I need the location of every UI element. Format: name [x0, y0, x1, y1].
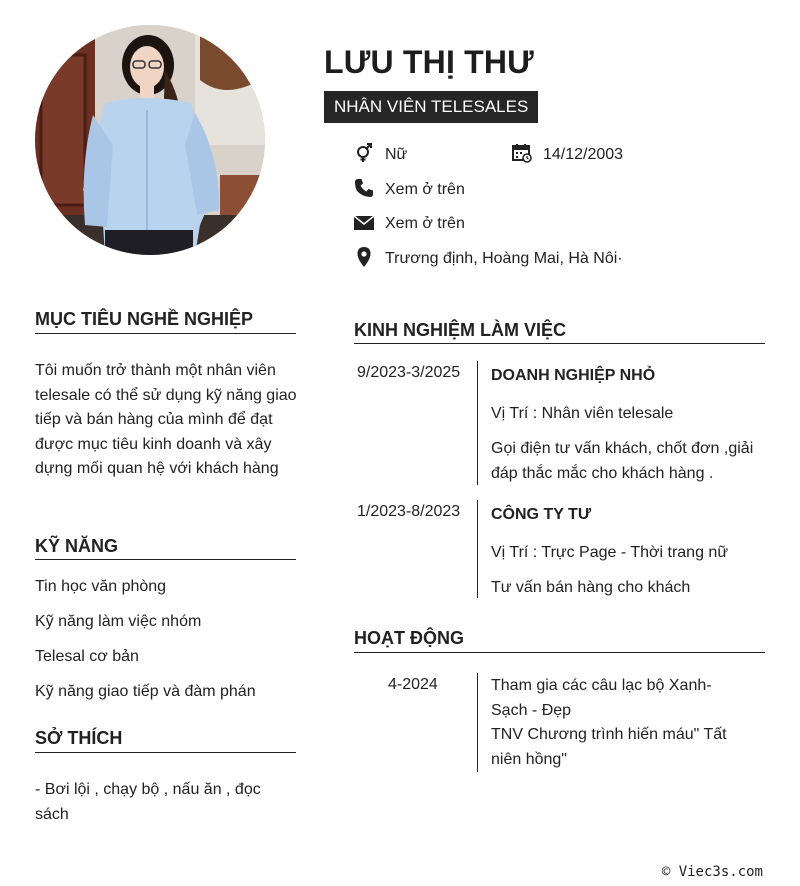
- experience-period: 9/2023-3/2025: [357, 364, 461, 381]
- activities-rule: [354, 652, 765, 653]
- activity-line: TNV Chương trình hiến máu" Tất niên hồng": [491, 726, 727, 768]
- timeline-line: [477, 361, 478, 485]
- experience-description: Gọi điện tư vấn khách, chốt đơn ,giải đáp thắc mắc cho khách hàng .: [491, 440, 754, 482]
- email-icon: [354, 213, 374, 233]
- skill-item: Kỹ năng làm việc nhóm: [35, 613, 202, 630]
- objective-text: Tôi muốn trở thành một nhân viên telesale có thể sử dụng kỹ năng giao tiếp và bán hàng của mình để đạt được mục tiêu kinh doanh và xây dựng mối quan hệ với khách hàng: [35, 362, 297, 478]
- skills-rule: [35, 559, 296, 560]
- skill-item: Tin học văn phòng: [35, 578, 167, 595]
- objective-rule: [35, 333, 296, 334]
- calendar-icon: [512, 143, 532, 163]
- profile-photo-illustration: [35, 25, 265, 255]
- profile-photo: [35, 25, 265, 255]
- timeline-line: [477, 673, 478, 772]
- experience-position: Vị Trí : Trực Page - Thời trang nữ: [491, 544, 729, 561]
- skill-item: Kỹ năng giao tiếp và đàm phán: [35, 683, 256, 700]
- skills-heading: KỸ NĂNG: [35, 536, 119, 556]
- location-icon: [354, 247, 374, 267]
- objective-heading: MỤC TIÊU NGHỀ NGHIỆP: [35, 309, 254, 329]
- email-value: Xem ở trên: [385, 215, 465, 232]
- activities-heading: HOẠT ĐỘNG: [354, 628, 464, 648]
- skill-item: Telesal cơ bản: [35, 648, 139, 665]
- gender-icon: [354, 143, 374, 163]
- address-value: Trương định, Hoàng Mai, Hà Nôi·: [385, 250, 623, 267]
- experience-rule: [354, 343, 765, 344]
- footer-watermark: © Viec3s.com: [661, 864, 763, 880]
- activity-period: 4-2024: [388, 676, 438, 693]
- experience-company: CÔNG TY TƯ: [491, 506, 592, 523]
- birthday-value: 14/12/2003: [543, 146, 624, 163]
- experience-description: Tư vấn bán hàng cho khách: [491, 579, 691, 596]
- activity-line: Tham gia các câu lạc bộ Xanh-Sạch - Đẹp: [491, 677, 712, 719]
- phone-value: Xem ở trên: [385, 181, 465, 198]
- hobbies-text: - Bơi lội , chạy bộ , nấu ăn , đọc sách: [35, 781, 261, 823]
- gender-value: Nữ: [385, 146, 408, 163]
- experience-company: DOANH NGHIỆP NHỎ: [491, 367, 656, 384]
- candidate-name: LƯU THỊ THƯ: [324, 44, 534, 80]
- experience-period: 1/2023-8/2023: [357, 503, 461, 520]
- hobbies-heading: SỞ THÍCH: [35, 728, 123, 748]
- phone-icon: [354, 178, 374, 198]
- job-title-badge: NHÂN VIÊN TELESALES: [324, 91, 538, 123]
- hobbies-rule: [35, 752, 296, 753]
- experience-position: Vị Trí : Nhân viên telesale: [491, 405, 674, 422]
- experience-heading: KINH NGHIỆM LÀM VIỆC: [354, 320, 567, 340]
- timeline-line: [477, 500, 478, 598]
